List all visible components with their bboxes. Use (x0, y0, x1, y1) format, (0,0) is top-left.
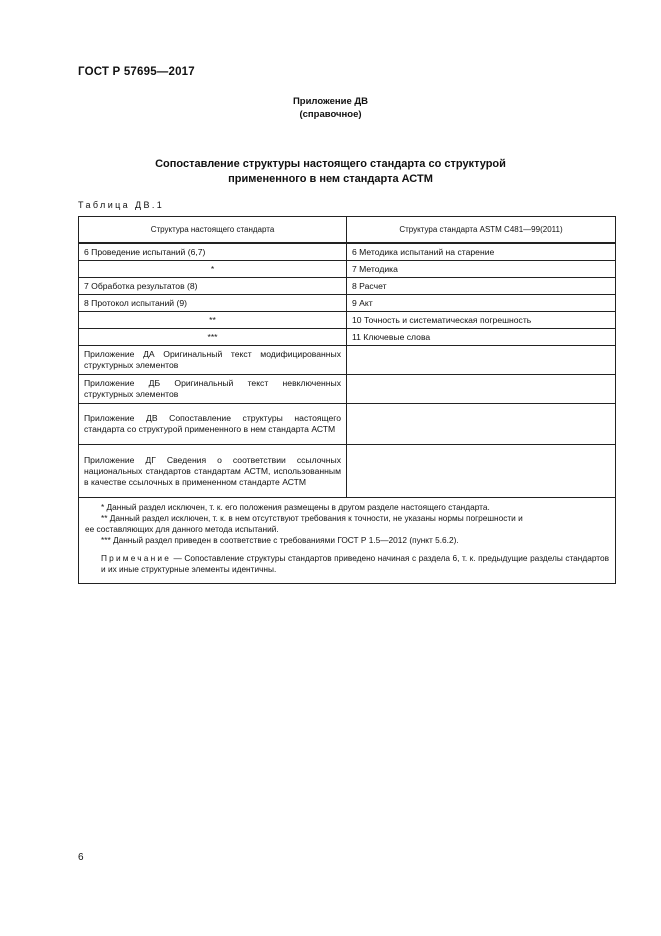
table-row (79, 312, 616, 329)
table-cell: 6 Методика испытаний на старение (347, 243, 616, 261)
table-row (79, 329, 616, 346)
table-cell: Приложение ДГ Сведения о соответствии ссылочных национальных стандартов стандартам АСТМ, использованным в качестве ссылочных в примененном стандарте АСТМ (79, 445, 347, 498)
table-row (79, 295, 616, 312)
table-cell: Приложение ДВ Сопоставление структуры настоящего стандарта со структурой примененного в нем стандарта АСТМ (79, 404, 347, 445)
table-row (79, 278, 616, 295)
heading-line-1: Сопоставление структуры настоящего стандарта со структурой (155, 158, 506, 170)
column-header: Структура стандарта ASTM C481—99(2011) (347, 217, 616, 244)
footnote: *** Данный раздел приведен в соответствие с требованиями ГОСТ Р 1.5—2012 (пункт 5.6.2). (101, 535, 459, 545)
table-cell: 7 Обработка результатов (8) (79, 278, 347, 295)
table-row (79, 375, 616, 404)
section-heading (0, 157, 661, 187)
table-header-row (79, 217, 616, 244)
page-number: 6 (78, 852, 84, 863)
comparison-table (78, 216, 616, 584)
footnote: ** Данный раздел исключен, т. к. в нем отсутствуют требования к точности, не указаны нормы погрешности и (101, 513, 523, 523)
table-cell: 8 Протокол испытаний (9) (79, 295, 347, 312)
note-text: — Сопоставление структуры стандартов приведено начиная с раздела 6, т. к. предыдущие разделы стандартов и их иные структурные элементы идентичны. (101, 553, 609, 574)
table-cell: 6 Проведение испытаний (6,7) (79, 243, 347, 261)
table-note (85, 553, 609, 575)
table-cell (347, 375, 616, 404)
annex-subtitle: (справочное) (299, 109, 362, 120)
table-caption: Таблица ДВ.1 (78, 200, 165, 210)
footnote-continuation: ее составляющих для данного метода испытаний. (85, 524, 279, 534)
table-cell (347, 445, 616, 498)
table-footnotes (79, 498, 616, 584)
table-cell: 11 Ключевые слова (347, 329, 616, 346)
table-cell: * (79, 261, 347, 278)
table-cell: Приложение ДА Оригинальный текст модифицированных структурных элементов (79, 346, 347, 375)
table-cell (347, 346, 616, 375)
table-cell: 10 Точность и систематическая погрешность (347, 312, 616, 329)
document-code: ГОСТ Р 57695—2017 (78, 66, 195, 78)
table-row (79, 243, 616, 261)
table-cell: 7 Методика (347, 261, 616, 278)
table-cell: *** (79, 329, 347, 346)
table-footer-row (79, 498, 616, 584)
table-cell (347, 404, 616, 445)
table-row (79, 445, 616, 498)
column-header: Структура настоящего стандарта (79, 217, 347, 244)
annex-title: Приложение ДВ (292, 96, 369, 107)
table-cell: Приложение ДБ Оригинальный текст невключенных структурных элементов (79, 375, 347, 404)
table-cell: ** (79, 312, 347, 329)
table-row (79, 261, 616, 278)
table-row (79, 404, 616, 445)
table-cell: 8 Расчет (347, 278, 616, 295)
table-row (79, 346, 616, 375)
table-cell: 9 Акт (347, 295, 616, 312)
note-label: Примечание (101, 553, 172, 563)
heading-line-2: примененного в нем стандарта АСТМ (228, 173, 433, 185)
footnote: * Данный раздел исключен, т. к. его положения размещены в другом разделе настоящего стандарта. (101, 502, 490, 512)
